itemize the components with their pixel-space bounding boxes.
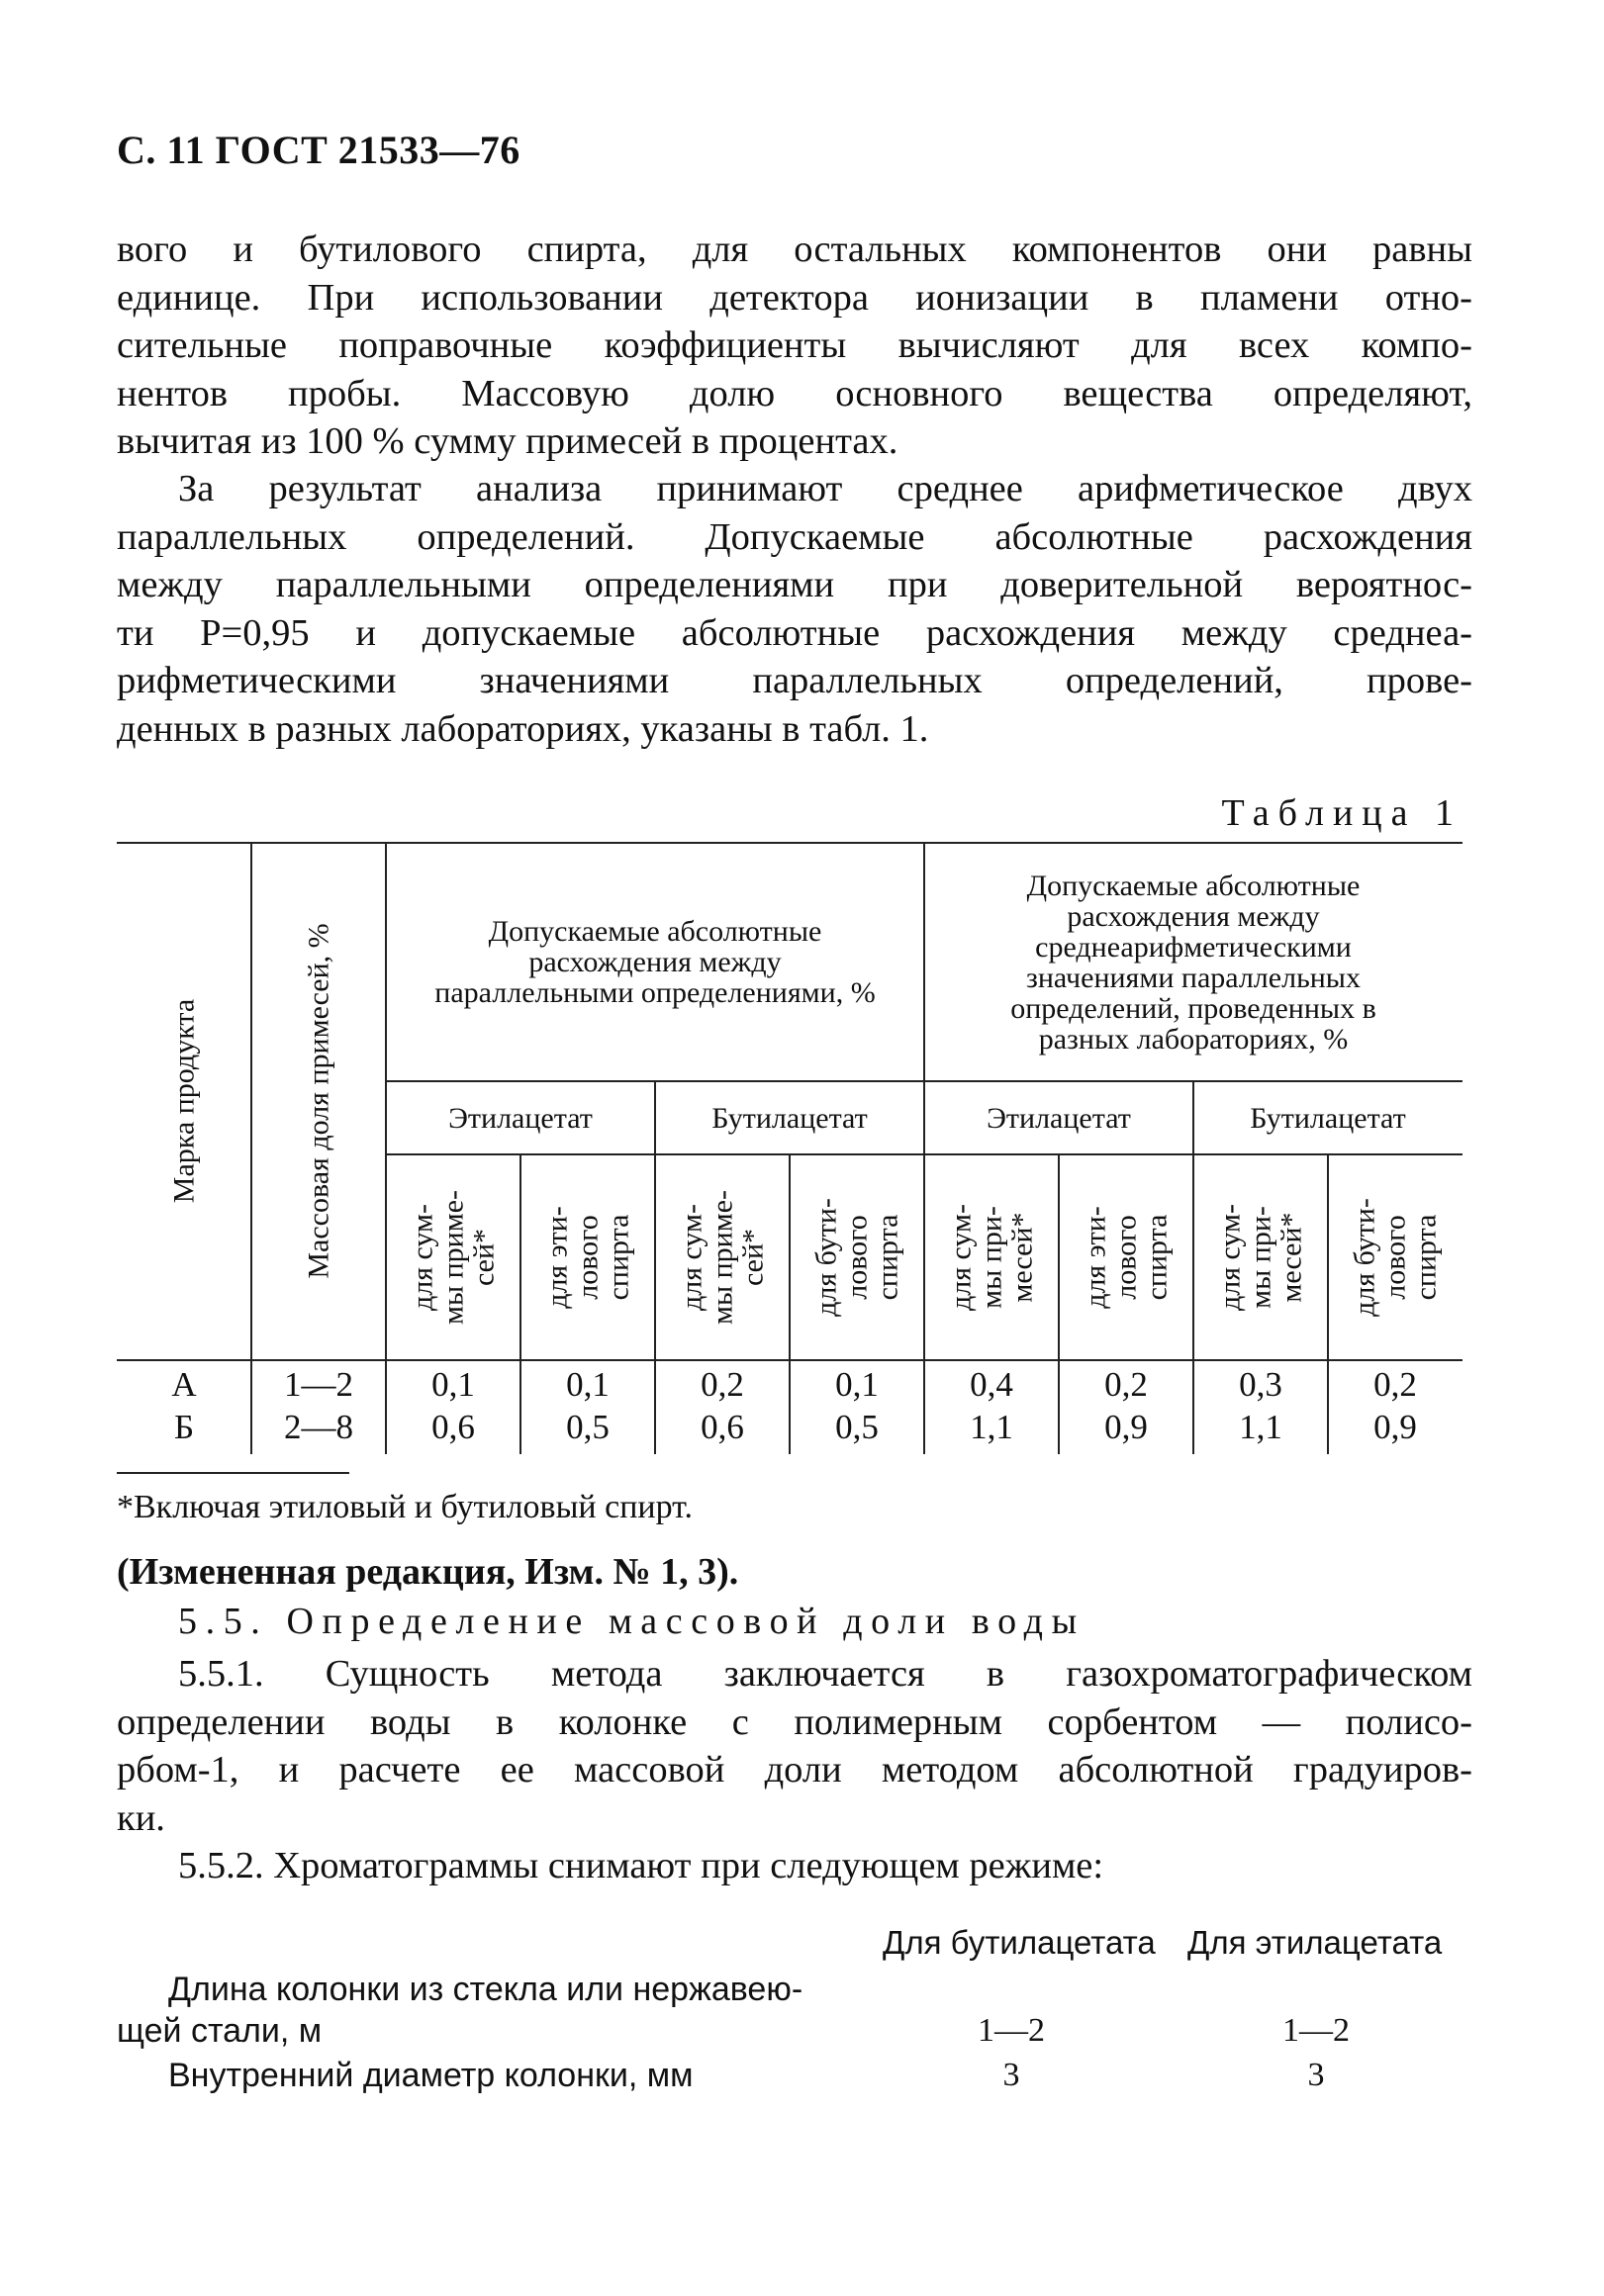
- param-label: Внутренний диаметр колонки, мм: [168, 2057, 694, 2094]
- leaf-header: для эти- лового спирта: [1079, 1206, 1174, 1309]
- paragraph-5-5-2: [117, 1842, 1472, 1890]
- table-cell-value: 0,3: [1239, 1365, 1282, 1404]
- text-line: единице. При использовании детектора ионизации в пламени отно-: [117, 276, 1472, 319]
- param-column-butyl: Для бутилацетата: [883, 1924, 1156, 1961]
- leaf-header: для бути- лового спирта: [809, 1198, 904, 1317]
- param-value: 1—2: [978, 2012, 1045, 2049]
- section-heading-5-5: 5.5. Определение массовой доли воды: [178, 1601, 1085, 1642]
- text-line: ки.: [117, 1796, 165, 1839]
- amendment-note: (Измененная редакция, Изм. № 1, 3).: [117, 1551, 739, 1593]
- text-line: рифметическими значениями параллельных определений, прове-: [117, 660, 1472, 702]
- subheader-butyl-2: Бутилацетат: [1250, 1101, 1406, 1135]
- page-header: С. 11 ГОСТ 21533—76: [117, 128, 520, 172]
- table-cell-value: 0,2: [1373, 1365, 1417, 1404]
- text-line: вычитая из 100 % сумму примесей в процентах.: [117, 420, 898, 463]
- table-cell-value: 0,1: [835, 1365, 879, 1404]
- leaf-header: для сум- мы приме- сей*: [406, 1189, 501, 1326]
- header-line: Допускаемые абсолютные: [1026, 869, 1361, 902]
- header-line: параллельными определениями, %: [434, 976, 876, 1009]
- header-line: разных лабораториях, %: [1038, 1022, 1349, 1056]
- subheader-butyl-1: Бутилацетат: [711, 1101, 868, 1135]
- leaf-header: для сум- мы приме- сей*: [675, 1189, 770, 1326]
- table-cell-value: 0,6: [431, 1408, 475, 1446]
- header-line: значениями параллельных: [1026, 961, 1361, 994]
- param-label: щей стали, м: [117, 2012, 323, 2050]
- param-value: 3: [1307, 2057, 1325, 2093]
- param-column-ethyl: Для этилацетата: [1187, 1924, 1443, 1961]
- table-cell-value: 0,1: [566, 1365, 610, 1404]
- table-cell-value: 0,9: [1104, 1408, 1148, 1446]
- leaf-header: для сум- мы при- месей*: [1213, 1203, 1308, 1312]
- header-line: определений, проведенных в: [1010, 991, 1376, 1025]
- text-line: сительные поправочные коэффициенты вычисляют для всех компо-: [117, 324, 1472, 367]
- text-line: между параллельными определениями при доверительной вероятнос-: [117, 564, 1472, 606]
- header-line: среднеарифметическими: [1035, 930, 1352, 964]
- leaf-header: для эти- лового спирта: [540, 1206, 635, 1309]
- text-line: 5.5.1. Сущность метода заключается в газохроматографическом: [178, 1653, 1472, 1695]
- table-cell-value: 0,1: [431, 1365, 475, 1404]
- leaf-header: для сум- мы при- месей*: [944, 1203, 1039, 1312]
- subheader-ethyl-1: Этилацетат: [448, 1101, 593, 1135]
- subheader-ethyl-2: Этилацетат: [987, 1101, 1131, 1135]
- table-cell-value: 0,2: [701, 1365, 744, 1404]
- param-label: Длина колонки из стекла или нержавею-: [168, 1971, 803, 2008]
- table-cell-value: 0,2: [1104, 1365, 1148, 1404]
- paragraph-5-5-1: [117, 1650, 1472, 1842]
- column-header-impurity: Массовая доля примесей, %: [302, 923, 335, 1279]
- table-cell-impurity: 1—2: [284, 1365, 353, 1404]
- param-value: 1—2: [1282, 2012, 1350, 2049]
- text-line: ти P=0,95 и допускаемые абсолютные расхождения между среднеа-: [117, 611, 1472, 654]
- table-cell-value: 1,1: [970, 1408, 1013, 1446]
- paragraph-1: [117, 226, 1472, 466]
- table-cell-impurity: 2—8: [284, 1408, 353, 1446]
- table-cell-mark: Б: [173, 1408, 195, 1446]
- header-line: Допускаемые абсолютные: [488, 915, 822, 948]
- text-line: рбом-1, и расчете ее массовой доли методом абсолютной градуиров-: [117, 1749, 1472, 1791]
- text-line: параллельных определений. Допускаемые абсолютные расхождения: [117, 515, 1472, 558]
- text-line: вого и бутилового спирта, для остальных компонентов они равны: [117, 229, 1472, 270]
- table-cell-value: 1,1: [1239, 1408, 1282, 1446]
- table-cell-mark: А: [171, 1365, 197, 1404]
- text-line: За результат анализа принимают среднее арифметическое двух: [178, 468, 1472, 509]
- column-header-product: Марка продукта: [167, 998, 201, 1204]
- text-line: нентов пробы. Массовую долю основного вещества определяют,: [117, 372, 1472, 414]
- leaf-header: для бути- лового спирта: [1348, 1198, 1443, 1317]
- header-line: расхождения между: [528, 946, 782, 978]
- footnote-divider: [117, 1472, 349, 1474]
- table-cell-value: 0,6: [701, 1408, 744, 1446]
- group-header-parallel: [386, 843, 924, 1081]
- header-line: расхождения между: [1067, 899, 1320, 933]
- text-line: определении воды в колонке с полимерным сорбентом — полисо-: [117, 1700, 1472, 1743]
- footnote: *Включая этиловый и бутиловый спирт.: [117, 1489, 693, 1525]
- group-header-interlab: [924, 843, 1462, 1081]
- table-cell-value: 0,9: [1373, 1408, 1417, 1446]
- table-cell-value: 0,4: [970, 1365, 1013, 1404]
- paragraph-2: [117, 465, 1472, 754]
- table-cell-value: 0,5: [566, 1408, 610, 1446]
- table-cell-value: 0,5: [835, 1408, 879, 1446]
- text-line: 5.5.2. Хроматограммы снимают при следующем режиме:: [178, 1845, 1104, 1886]
- param-value: 3: [1002, 2057, 1020, 2093]
- table-1: [117, 841, 1462, 1454]
- table-title: Таблица 1: [1221, 792, 1462, 834]
- text-line: денных в разных лабораториях, указаны в табл. 1.: [117, 707, 929, 750]
